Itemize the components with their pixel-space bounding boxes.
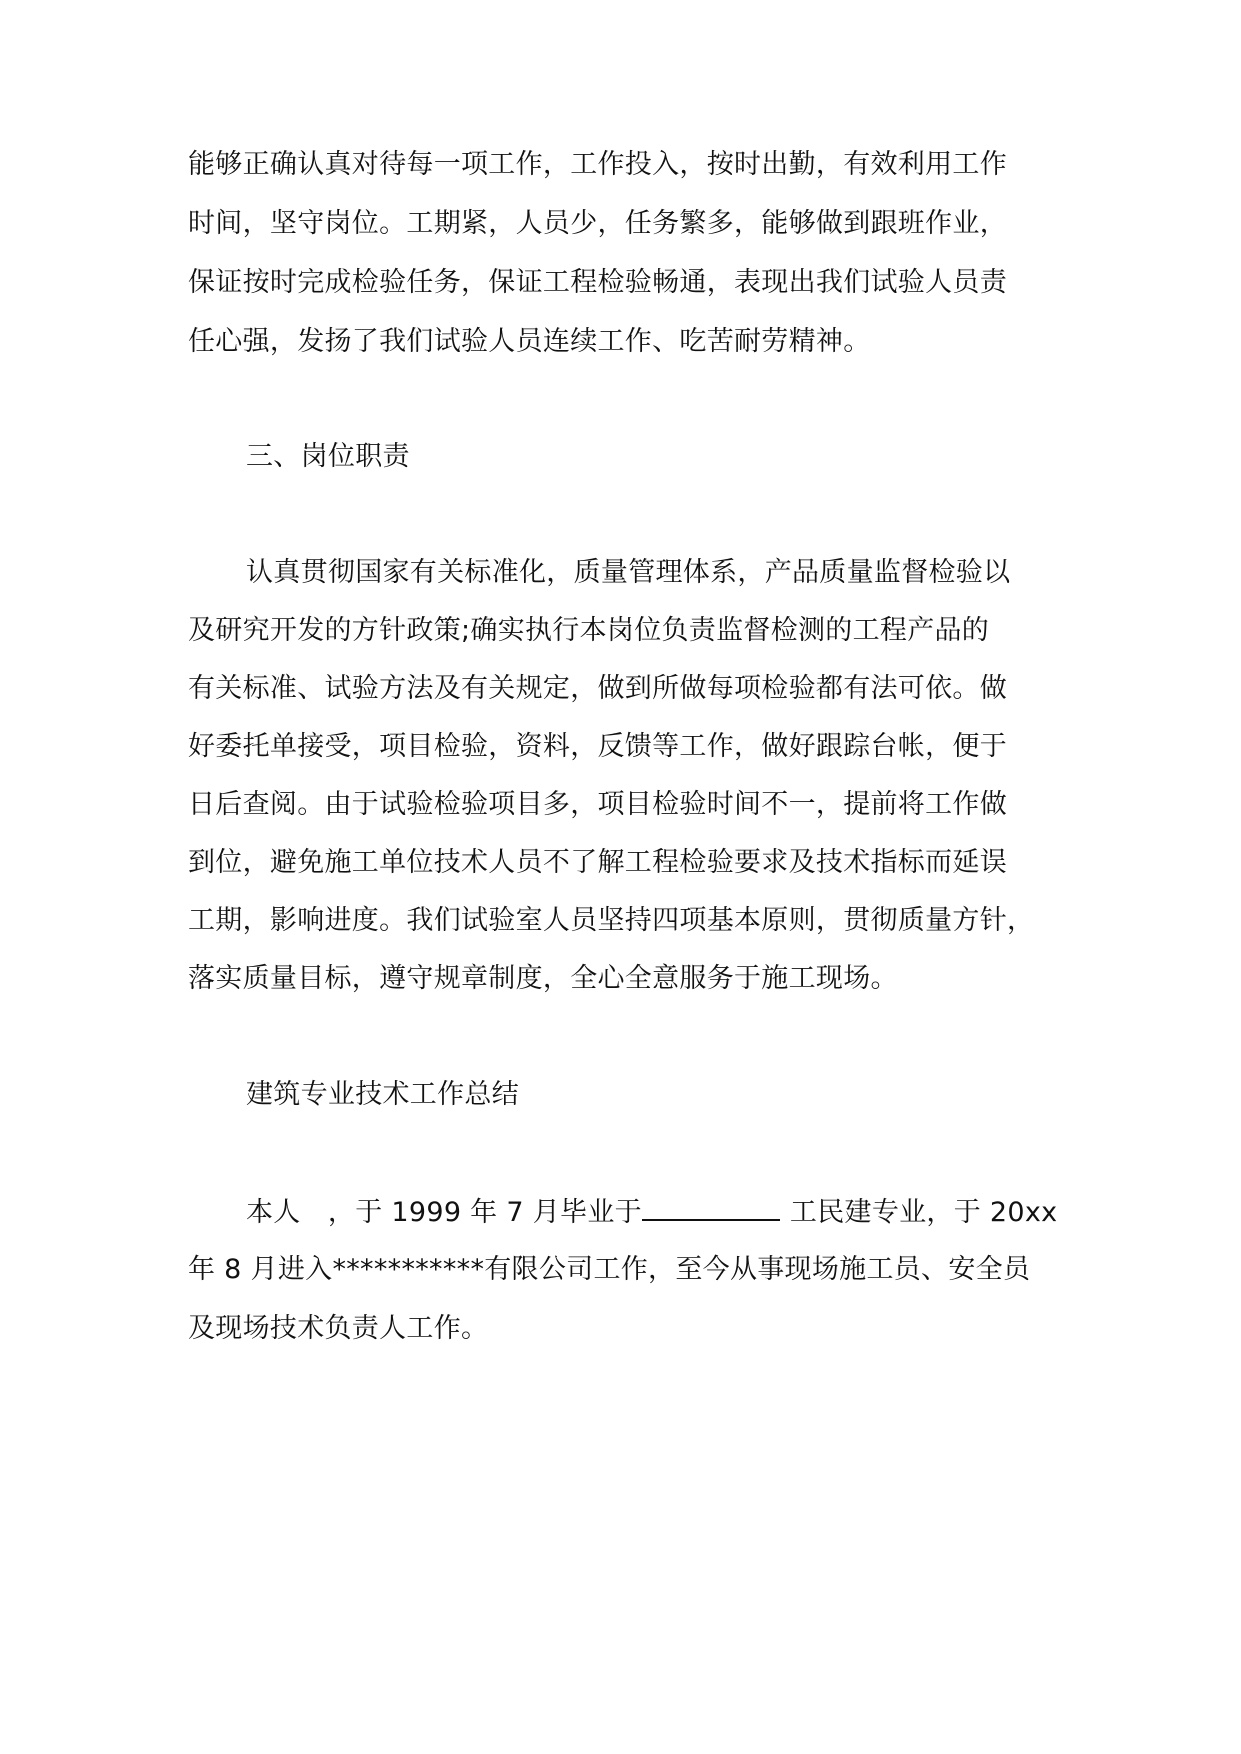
section-heading-3: 三、岗位职责 bbox=[246, 441, 410, 472]
paragraph1-line-2: 时间，坚守岗位。工期紧，人员少，任务繁多，能够做到跟班作业， bbox=[188, 208, 1007, 239]
paragraph3-line-3: 及现场技术负责人工作。 bbox=[188, 1313, 489, 1344]
paragraph2-line-6: 到位，避免施工单位技术人员不了解工程检验要求及技术指标而延误 bbox=[188, 847, 1007, 878]
paragraph1-line-4: 任心强，发扬了我们试验人员连续工作、吃苦耐劳精神。 bbox=[188, 326, 871, 357]
paragraph3-line-1 bbox=[246, 1191, 1057, 1231]
fill-in-blank bbox=[642, 1191, 780, 1221]
paragraph2-line-1: 认真贯彻国家有关标准化，质量管理体系，产品质量监督检验以 bbox=[246, 557, 1011, 588]
paragraph1-line-1: 能够正确认真对待每一项工作，工作投入，按时出勤，有效利用工作 bbox=[188, 149, 1007, 180]
paragraph2-line-4: 好委托单接受，项目检验，资料，反馈等工作，做好跟踪台帐，便于 bbox=[188, 731, 1007, 762]
paragraph1-line-3: 保证按时完成检验任务，保证工程检验畅通，表现出我们试验人员责 bbox=[188, 267, 1007, 298]
paragraph3-line-1-end: 工民建专业，于 20xx bbox=[789, 1197, 1058, 1228]
paragraph2-line-8: 落实质量目标，遵守规章制度，全心全意服务于施工现场。 bbox=[188, 963, 898, 994]
paragraph2-line-3: 有关标准、试验方法及有关规定，做到所做每项检验都有法可依。做 bbox=[188, 673, 1007, 704]
paragraph3-line-1-start: 本人 ，于 1999 年 7 月毕业于 bbox=[246, 1197, 642, 1228]
paragraph2-line-5: 日后查阅。由于试验检验项目多，项目检验时间不一，提前将工作做 bbox=[188, 789, 1007, 820]
paragraph3-line-2: 年 8 月进入***********有限公司工作，至今从事现场施工员、安全员 bbox=[188, 1254, 1031, 1285]
paragraph2-line-7: 工期，影响进度。我们试验室人员坚持四项基本原则，贯彻质量方针， bbox=[188, 905, 1035, 936]
section-title: 建筑专业技术工作总结 bbox=[246, 1079, 519, 1110]
paragraph2-line-2: 及研究开发的方针政策;确实执行本岗位负责监督检测的工程产品的 bbox=[188, 615, 990, 646]
